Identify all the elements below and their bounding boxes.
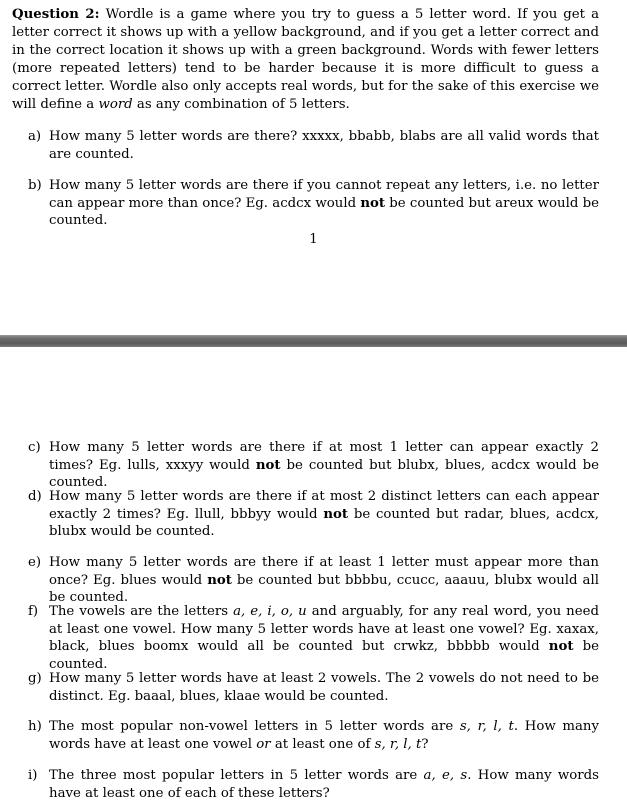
question-text: How many 5 letter words are there? xxxxx, bbabb, blabs are all valid words that are counted. bbox=[49, 129, 599, 162]
question-label: g) bbox=[28, 671, 42, 686]
document-page-2 bbox=[0, 347, 627, 810]
question-label: a) bbox=[28, 129, 42, 144]
intro-text-2: as any combination of 5 letters. bbox=[132, 97, 350, 112]
question-text: The vowels are the letters a, e, i, o, u and arguably, for any real word, you need at least one vowel. How many 5 letter words have at least one vowel? Eg. xaxax, black, blues boomx would all be counted but crwkz, bbbbb would not be counted. bbox=[49, 604, 600, 672]
question-intro bbox=[12, 6, 599, 114]
question-label: h) bbox=[28, 719, 42, 734]
question-f bbox=[28, 603, 599, 673]
question-g bbox=[28, 670, 599, 705]
question-text: The most popular non-vowel letters in 5 letter words are s, r, l, t. How many words have at least one vowel or at least one of s, r, l, t? bbox=[49, 719, 599, 752]
intro-emph-word: word bbox=[98, 97, 133, 112]
question-text: How many 5 letter words are there if at most 2 distinct letters can each appear exactly 2 times? Eg. llull, bbbyy would not be counted but radar, blues, acdcx, blubx would be counted. bbox=[49, 489, 599, 539]
question-c bbox=[28, 439, 599, 492]
question-text: How many 5 letter words are there if at least 1 letter must appear more than once? Eg. blues would not be counted but bbbbu, ccucc, aaauu, blubx would all be counted. bbox=[49, 555, 599, 605]
question-h bbox=[28, 718, 599, 753]
question-label: i) bbox=[28, 768, 38, 783]
question-d bbox=[28, 488, 599, 541]
question-heading: Question 2: bbox=[12, 7, 100, 22]
question-label: c) bbox=[28, 440, 41, 455]
question-e bbox=[28, 554, 599, 607]
question-text: How many 5 letter words are there if at most 1 letter can appear exactly 2 times? Eg. lulls, xxxyy would not be counted but blubx, blues, acdcx would be counted. bbox=[49, 440, 599, 490]
question-i bbox=[28, 767, 599, 802]
intro-text-1: Wordle is a game where you try to guess a 5 letter word. If you get a letter correct it shows up with a yellow background, and if you get a letter correct and in the correct location it shows up with a green background. Words with fewer letters (more repeated letters) tend to be harder because it is more difficult to guess a correct letter. Wordle also only accepts real words, but for the sake of this exercise we will define a bbox=[12, 7, 599, 112]
question-label: e) bbox=[28, 555, 42, 570]
question-a bbox=[28, 128, 599, 163]
question-text: The three most popular letters in 5 letter words are a, e, s. How many words have at least one of each of these letters? bbox=[49, 768, 599, 801]
question-label: d) bbox=[28, 489, 42, 504]
question-label: f) bbox=[28, 604, 39, 619]
question-b bbox=[28, 177, 599, 230]
question-text: How many 5 letter words are there if you cannot repeat any letters, i.e. no letter can appear more than once? Eg. acdcx would not be counted but areux would be counted. bbox=[49, 178, 599, 228]
question-text: How many 5 letter words have at least 2 vowels. The 2 vowels do not need to be distinct. Eg. baaal, blues, klaae would be counted. bbox=[49, 671, 599, 704]
page-separator bbox=[0, 335, 627, 347]
document-page-1 bbox=[0, 0, 627, 335]
page-number: 1 bbox=[309, 232, 318, 247]
question-label: b) bbox=[28, 178, 42, 193]
